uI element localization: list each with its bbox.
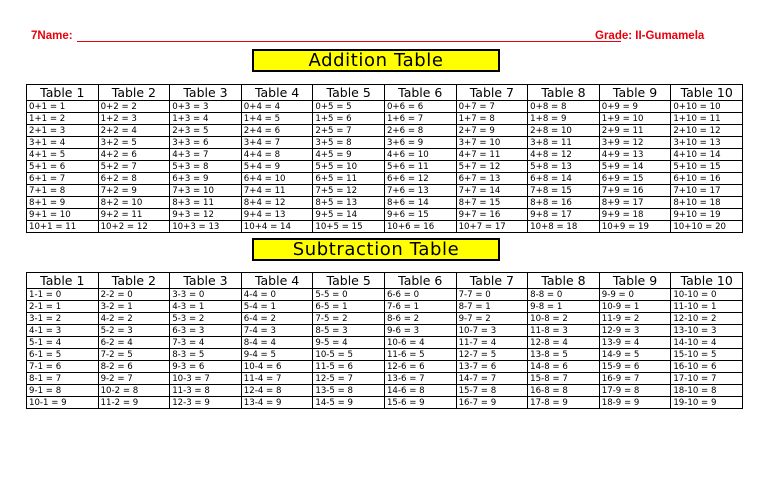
table-cell: 12-9 = 3 (599, 325, 671, 337)
table-cell: 3+6 = 9 (384, 137, 456, 149)
table-cell: 2+5 = 7 (313, 125, 385, 137)
table-cell: 3+4 = 7 (241, 137, 313, 149)
table-cell: 10+1 = 11 (27, 221, 99, 233)
addition-table-header-row (27, 85, 743, 101)
table-cell: 7+2 = 9 (98, 185, 170, 197)
table-cell: 8+5 = 13 (313, 197, 385, 209)
table-cell: 0+2 = 2 (98, 101, 170, 113)
table-row (27, 101, 743, 113)
table-cell: 4-1 = 3 (27, 325, 99, 337)
table-cell: 11-5 = 6 (313, 361, 385, 373)
table-cell: 10+8 = 18 (528, 221, 600, 233)
table-cell: 3+9 = 12 (599, 137, 671, 149)
table-cell: 5-5 = 0 (313, 289, 385, 301)
table-row (27, 161, 743, 173)
table-cell: 10-8 = 2 (528, 313, 600, 325)
table-cell: 8-3 = 5 (170, 349, 242, 361)
table-row (27, 149, 743, 161)
table-cell: 3+5 = 8 (313, 137, 385, 149)
table-cell: 4-3 = 1 (170, 301, 242, 313)
table-cell: 9+8 = 17 (528, 209, 600, 221)
table-cell: 0+6 = 6 (384, 101, 456, 113)
table-cell: 13-4 = 9 (241, 397, 313, 409)
column-header: Table 10 (671, 85, 743, 101)
table-cell: 10-1 = 9 (27, 397, 99, 409)
table-cell: 12-7 = 5 (456, 349, 528, 361)
table-cell: 0+7 = 7 (456, 101, 528, 113)
table-cell: 16-10 = 6 (671, 361, 743, 373)
table-cell: 9+9 = 18 (599, 209, 671, 221)
table-cell: 4-4 = 0 (241, 289, 313, 301)
table-cell: 12-8 = 4 (528, 337, 600, 349)
table-cell: 10+3 = 13 (170, 221, 242, 233)
table-cell: 6+3 = 9 (170, 173, 242, 185)
table-cell: 15-7 = 8 (456, 385, 528, 397)
table-cell: 8-6 = 2 (384, 313, 456, 325)
table-cell: 16-7 = 9 (456, 397, 528, 409)
table-cell: 1+8 = 9 (528, 113, 600, 125)
table-cell: 14-7 = 7 (456, 373, 528, 385)
column-header: Table 1 (27, 273, 99, 289)
table-cell: 2+10 = 12 (671, 125, 743, 137)
name-label: 7Name: (31, 30, 73, 42)
table-cell: 18-10 = 8 (671, 385, 743, 397)
column-header: Table 9 (599, 273, 671, 289)
table-row (27, 173, 743, 185)
column-header: Table 2 (98, 273, 170, 289)
table-cell: 3-3 = 0 (170, 289, 242, 301)
column-header: Table 7 (456, 85, 528, 101)
table-cell: 9-5 = 4 (313, 337, 385, 349)
table-cell: 15-10 = 5 (671, 349, 743, 361)
table-cell: 7-6 = 1 (384, 301, 456, 313)
table-cell: 6+7 = 13 (456, 173, 528, 185)
table-cell: 2+2 = 4 (98, 125, 170, 137)
table-cell: 19-10 = 9 (671, 397, 743, 409)
table-cell: 9-9 = 0 (599, 289, 671, 301)
table-row (27, 209, 743, 221)
table-cell: 8+8 = 16 (528, 197, 600, 209)
table-cell: 1+3 = 4 (170, 113, 242, 125)
table-cell: 13-10 = 3 (671, 325, 743, 337)
table-cell: 10-7 = 3 (456, 325, 528, 337)
table-cell: 10+5 = 15 (313, 221, 385, 233)
table-cell: 10+7 = 17 (456, 221, 528, 233)
table-cell: 4+3 = 7 (170, 149, 242, 161)
table-cell: 12-10 = 2 (671, 313, 743, 325)
table-cell: 4+6 = 10 (384, 149, 456, 161)
column-header: Table 2 (98, 85, 170, 101)
column-header: Table 7 (456, 273, 528, 289)
table-cell: 3-2 = 1 (98, 301, 170, 313)
table-cell: 0+8 = 8 (528, 101, 600, 113)
table-cell: 9+2 = 11 (98, 209, 170, 221)
table-cell: 3-1 = 2 (27, 313, 99, 325)
table-cell: 2+4 = 6 (241, 125, 313, 137)
column-header: Table 8 (528, 273, 600, 289)
table-cell: 8+4 = 12 (241, 197, 313, 209)
table-cell: 3+7 = 10 (456, 137, 528, 149)
table-cell: 4+8 = 12 (528, 149, 600, 161)
table-cell: 6-3 = 3 (170, 325, 242, 337)
table-cell: 12-5 = 7 (313, 373, 385, 385)
table-cell: 5+6 = 11 (384, 161, 456, 173)
table-cell: 2+3 = 5 (170, 125, 242, 137)
table-cell: 8-8 = 0 (528, 289, 600, 301)
table-cell: 8-1 = 7 (27, 373, 99, 385)
column-header: Table 3 (170, 273, 242, 289)
table-cell: 5-4 = 1 (241, 301, 313, 313)
table-row (27, 137, 743, 149)
table-cell: 13-7 = 6 (456, 361, 528, 373)
table-cell: 13-6 = 7 (384, 373, 456, 385)
table-cell: 7-5 = 2 (313, 313, 385, 325)
column-header: Table 8 (528, 85, 600, 101)
table-cell: 9+10 = 19 (671, 209, 743, 221)
table-cell: 15-9 = 6 (599, 361, 671, 373)
table-cell: 0+10 = 10 (671, 101, 743, 113)
table-cell: 9-8 = 1 (528, 301, 600, 313)
table-cell: 5+4 = 9 (241, 161, 313, 173)
table-cell: 5+1 = 6 (27, 161, 99, 173)
table-cell: 16-9 = 7 (599, 373, 671, 385)
table-cell: 7+7 = 14 (456, 185, 528, 197)
table-cell: 1+10 = 11 (671, 113, 743, 125)
table-cell: 1+9 = 10 (599, 113, 671, 125)
column-header: Table 4 (241, 85, 313, 101)
table-cell: 10-3 = 7 (170, 373, 242, 385)
table-row (27, 185, 743, 197)
table-row (27, 349, 743, 361)
table-cell: 3+2 = 5 (98, 137, 170, 149)
table-cell: 5+2 = 7 (98, 161, 170, 173)
table-cell: 9-2 = 7 (98, 373, 170, 385)
table-cell: 3+8 = 11 (528, 137, 600, 149)
table-cell: 7-3 = 4 (170, 337, 242, 349)
table-cell: 7+1 = 8 (27, 185, 99, 197)
table-cell: 7+8 = 15 (528, 185, 600, 197)
table-cell: 6-1 = 5 (27, 349, 99, 361)
table-cell: 12-4 = 8 (241, 385, 313, 397)
table-cell: 9-4 = 5 (241, 349, 313, 361)
table-cell: 7-4 = 3 (241, 325, 313, 337)
table-cell: 11-4 = 7 (241, 373, 313, 385)
table-cell: 12-3 = 9 (170, 397, 242, 409)
table-cell: 10+2 = 12 (98, 221, 170, 233)
table-cell: 2+1 = 3 (27, 125, 99, 137)
table-cell: 7-2 = 5 (98, 349, 170, 361)
table-cell: 14-10 = 4 (671, 337, 743, 349)
table-cell: 9+4 = 13 (241, 209, 313, 221)
table-cell: 8+3 = 11 (170, 197, 242, 209)
table-row (27, 373, 743, 385)
table-cell: 3+3 = 6 (170, 137, 242, 149)
table-cell: 10-4 = 6 (241, 361, 313, 373)
table-cell: 6+9 = 15 (599, 173, 671, 185)
table-cell: 2+8 = 10 (528, 125, 600, 137)
student-header (31, 30, 731, 46)
table-cell: 14-8 = 6 (528, 361, 600, 373)
table-cell: 0+1 = 1 (27, 101, 99, 113)
column-header: Table 6 (384, 85, 456, 101)
table-cell: 1+2 = 3 (98, 113, 170, 125)
table-cell: 13-9 = 4 (599, 337, 671, 349)
table-cell: 6+4 = 10 (241, 173, 313, 185)
table-cell: 4+1 = 5 (27, 149, 99, 161)
table-cell: 1+5 = 6 (313, 113, 385, 125)
table-cell: 7+3 = 10 (170, 185, 242, 197)
subtraction-table-body (27, 289, 743, 409)
table-cell: 16-8 = 8 (528, 385, 600, 397)
table-cell: 7+10 = 17 (671, 185, 743, 197)
addition-table (26, 84, 743, 233)
table-cell: 10-6 = 4 (384, 337, 456, 349)
table-cell: 8+6 = 14 (384, 197, 456, 209)
column-header: Table 9 (599, 85, 671, 101)
table-row (27, 197, 743, 209)
table-cell: 13-8 = 5 (528, 349, 600, 361)
column-header: Table 3 (170, 85, 242, 101)
table-row (27, 221, 743, 233)
table-cell: 8+10 = 18 (671, 197, 743, 209)
table-cell: 5+9 = 14 (599, 161, 671, 173)
table-cell: 2+6 = 8 (384, 125, 456, 137)
table-cell: 14-9 = 5 (599, 349, 671, 361)
table-row (27, 113, 743, 125)
table-cell: 14-6 = 8 (384, 385, 456, 397)
table-cell: 6-4 = 2 (241, 313, 313, 325)
table-cell: 8+9 = 17 (599, 197, 671, 209)
table-row (27, 337, 743, 349)
table-row (27, 301, 743, 313)
table-row (27, 289, 743, 301)
table-row (27, 397, 743, 409)
table-cell: 8+1 = 9 (27, 197, 99, 209)
table-cell: 10-10 = 0 (671, 289, 743, 301)
table-cell: 7-1 = 6 (27, 361, 99, 373)
table-cell: 1+4 = 5 (241, 113, 313, 125)
table-cell: 6+5 = 11 (313, 173, 385, 185)
table-cell: 5-2 = 3 (98, 325, 170, 337)
table-cell: 3+10 = 13 (671, 137, 743, 149)
table-cell: 7+6 = 13 (384, 185, 456, 197)
table-cell: 5-1 = 4 (27, 337, 99, 349)
table-row (27, 361, 743, 373)
table-cell: 11-3 = 8 (170, 385, 242, 397)
table-cell: 5+7 = 12 (456, 161, 528, 173)
table-cell: 1+7 = 8 (456, 113, 528, 125)
table-row (27, 325, 743, 337)
column-header: Table 5 (313, 273, 385, 289)
grade-label: Grade: II-Gumamela (595, 30, 705, 42)
table-cell: 5-3 = 2 (170, 313, 242, 325)
table-cell: 10-2 = 8 (98, 385, 170, 397)
table-cell: 2-1 = 1 (27, 301, 99, 313)
table-cell: 9+3 = 12 (170, 209, 242, 221)
column-header: Table 5 (313, 85, 385, 101)
table-cell: 6+10 = 16 (671, 173, 743, 185)
table-cell: 6-2 = 4 (98, 337, 170, 349)
subtraction-table (26, 272, 743, 409)
table-cell: 6+1 = 7 (27, 173, 99, 185)
table-cell: 5+8 = 13 (528, 161, 600, 173)
table-cell: 7+9 = 16 (599, 185, 671, 197)
table-cell: 9+5 = 14 (313, 209, 385, 221)
table-row (27, 125, 743, 137)
subtraction-table-title: Subtraction Table (252, 238, 500, 261)
table-cell: 10-5 = 5 (313, 349, 385, 361)
addition-table-body (27, 101, 743, 233)
addition-table-title: Addition Table (252, 49, 500, 72)
subtraction-table-header-row (27, 273, 743, 289)
table-cell: 15-6 = 9 (384, 397, 456, 409)
table-cell: 1+1 = 2 (27, 113, 99, 125)
table-cell: 8-2 = 6 (98, 361, 170, 373)
table-cell: 9+6 = 15 (384, 209, 456, 221)
table-cell: 4+7 = 11 (456, 149, 528, 161)
table-cell: 18-9 = 9 (599, 397, 671, 409)
column-header: Table 4 (241, 273, 313, 289)
table-cell: 8+7 = 15 (456, 197, 528, 209)
table-cell: 6-6 = 0 (384, 289, 456, 301)
table-cell: 0+3 = 3 (170, 101, 242, 113)
table-cell: 6+6 = 12 (384, 173, 456, 185)
table-cell: 11-8 = 3 (528, 325, 600, 337)
table-cell: 9-1 = 8 (27, 385, 99, 397)
table-cell: 9-6 = 3 (384, 325, 456, 337)
table-cell: 2+9 = 11 (599, 125, 671, 137)
table-cell: 8-5 = 3 (313, 325, 385, 337)
table-cell: 11-7 = 4 (456, 337, 528, 349)
table-cell: 11-10 = 1 (671, 301, 743, 313)
table-cell: 9-3 = 6 (170, 361, 242, 373)
table-cell: 0+5 = 5 (313, 101, 385, 113)
table-cell: 10+6 = 16 (384, 221, 456, 233)
table-cell: 9-7 = 2 (456, 313, 528, 325)
table-cell: 1+6 = 7 (384, 113, 456, 125)
table-cell: 5+5 = 10 (313, 161, 385, 173)
table-cell: 5+10 = 15 (671, 161, 743, 173)
table-cell: 6+2 = 8 (98, 173, 170, 185)
table-cell: 13-5 = 8 (313, 385, 385, 397)
table-cell: 2-2 = 0 (98, 289, 170, 301)
table-cell: 17-8 = 9 (528, 397, 600, 409)
table-cell: 4+2 = 6 (98, 149, 170, 161)
table-cell: 3+1 = 4 (27, 137, 99, 149)
table-cell: 6+8 = 14 (528, 173, 600, 185)
table-cell: 15-8 = 7 (528, 373, 600, 385)
table-cell: 9+1 = 10 (27, 209, 99, 221)
name-blank-line (77, 41, 621, 42)
table-cell: 7+4 = 11 (241, 185, 313, 197)
table-cell: 1-1 = 0 (27, 289, 99, 301)
table-cell: 10+9 = 19 (599, 221, 671, 233)
table-cell: 11-9 = 2 (599, 313, 671, 325)
table-cell: 4+4 = 8 (241, 149, 313, 161)
column-header: Table 6 (384, 273, 456, 289)
table-cell: 8-4 = 4 (241, 337, 313, 349)
table-cell: 7-7 = 0 (456, 289, 528, 301)
table-cell: 8-7 = 1 (456, 301, 528, 313)
table-cell: 10-9 = 1 (599, 301, 671, 313)
table-cell: 14-5 = 9 (313, 397, 385, 409)
table-cell: 0+4 = 4 (241, 101, 313, 113)
table-cell: 5+3 = 8 (170, 161, 242, 173)
table-cell: 4+10 = 14 (671, 149, 743, 161)
table-cell: 7+5 = 12 (313, 185, 385, 197)
table-cell: 17-9 = 8 (599, 385, 671, 397)
table-row (27, 385, 743, 397)
table-cell: 12-6 = 6 (384, 361, 456, 373)
table-cell: 0+9 = 9 (599, 101, 671, 113)
table-cell: 4-2 = 2 (98, 313, 170, 325)
table-cell: 4+5 = 9 (313, 149, 385, 161)
table-cell: 10+4 = 14 (241, 221, 313, 233)
table-cell: 8+2 = 10 (98, 197, 170, 209)
table-cell: 11-2 = 9 (98, 397, 170, 409)
table-cell: 6-5 = 1 (313, 301, 385, 313)
table-cell: 4+9 = 13 (599, 149, 671, 161)
table-cell: 11-6 = 5 (384, 349, 456, 361)
table-cell: 9+7 = 16 (456, 209, 528, 221)
table-row (27, 313, 743, 325)
column-header: Table 10 (671, 273, 743, 289)
table-cell: 17-10 = 7 (671, 373, 743, 385)
table-cell: 10+10 = 20 (671, 221, 743, 233)
column-header: Table 1 (27, 85, 99, 101)
table-cell: 2+7 = 9 (456, 125, 528, 137)
